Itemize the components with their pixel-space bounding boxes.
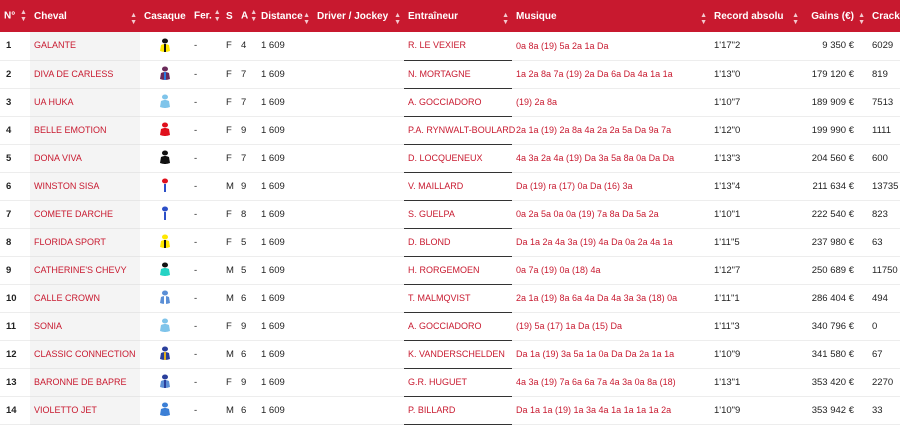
trainer-cell [404, 144, 512, 172]
shoes-cell: - [190, 396, 222, 424]
horse-link[interactable]: FLORIDA SPORT [34, 236, 106, 247]
jockey-silk-icon [159, 122, 171, 138]
horse-cell [30, 32, 140, 60]
col-gains-header[interactable]: Gains (€) ▲ ▼ [811, 10, 865, 26]
table-header-row [0, 0, 900, 32]
gains-cell: 222 540 € [802, 200, 868, 228]
sex-cell: M [222, 172, 237, 200]
sex-cell: M [222, 396, 237, 424]
jockey-silk-icon [159, 262, 171, 278]
silk-cell [140, 396, 190, 424]
record-cell: 1'17"2 [710, 32, 802, 60]
music-cell: Da 1a (19) 3a 5a 1a 0a Da Da 2a 1a 1a [512, 340, 710, 368]
trainer-cell [404, 284, 512, 312]
crack-cell: 63 [868, 228, 900, 256]
trainer-cell [404, 396, 512, 424]
trainer-cell [404, 88, 512, 116]
col-rank-header[interactable]: N° ▲ ▼ [4, 9, 27, 23]
driver-cell [313, 284, 404, 312]
record-cell: 1'11"3 [710, 312, 802, 340]
horse-cell [30, 284, 140, 312]
silk-cell [140, 172, 190, 200]
rank-cell: 2 [0, 60, 30, 88]
horse-link[interactable]: VIOLETTO JET [34, 404, 97, 415]
shoes-cell: - [190, 32, 222, 60]
driver-cell [313, 368, 404, 396]
crack-cell: 6029 [868, 32, 900, 60]
jockey-silk-icon [159, 290, 171, 306]
crack-cell: 13735 [868, 172, 900, 200]
horse-cell [30, 60, 140, 88]
age-cell: 4 [237, 32, 257, 60]
silk-cell [140, 340, 190, 368]
gains-cell: 9 350 € [802, 32, 868, 60]
sort-arrows-icon: ▲ ▼ [213, 9, 221, 23]
trainer-cell [404, 228, 512, 256]
shoes-cell: - [190, 60, 222, 88]
silk-cell [140, 312, 190, 340]
driver-cell [313, 340, 404, 368]
trainer-cell [404, 172, 512, 200]
horse-cell [30, 200, 140, 228]
sort-arrows-icon: ▲ ▼ [303, 12, 310, 26]
gains-cell: 204 560 € [802, 144, 868, 172]
gains-cell: 179 120 € [802, 60, 868, 88]
col-music-header[interactable]: Musique ▲ ▼ [516, 10, 707, 26]
sort-arrows-icon: ▲ ▼ [792, 12, 799, 26]
gains-cell: 237 980 € [802, 228, 868, 256]
trainer-link[interactable]: H. RORGEMOEN [408, 264, 480, 275]
horse-link[interactable]: WINSTON SISA [34, 180, 100, 191]
table-row[interactable] [0, 144, 900, 172]
rank-cell: 7 [0, 200, 30, 228]
trainer-link[interactable]: P. BILLARD [408, 404, 456, 415]
shoes-cell: - [190, 284, 222, 312]
age-cell: 6 [237, 396, 257, 424]
col-sex-header[interactable]: S [226, 10, 233, 22]
silk-cell [140, 284, 190, 312]
horse-cell [30, 116, 140, 144]
age-cell: 9 [237, 172, 257, 200]
horse-link[interactable]: GALANTE [34, 40, 77, 51]
table-row[interactable] [0, 284, 900, 312]
jockey-silk-icon [159, 346, 171, 362]
table-row[interactable] [0, 228, 900, 256]
trainer-cell [404, 368, 512, 396]
crack-cell: 7513 [868, 88, 900, 116]
table-row[interactable] [0, 340, 900, 368]
driver-cell [313, 172, 404, 200]
shoes-cell: - [190, 116, 222, 144]
shoes-cell: - [190, 228, 222, 256]
music-cell: 0a 8a (19) 5a 2a 1a Da [512, 32, 710, 60]
jockey-silk-icon [159, 206, 171, 222]
music-cell: 4a 3a (19) 7a 6a 6a 7a 4a 3a 0a 8a (18) [512, 368, 710, 396]
sort-arrows-icon: ▲ ▼ [858, 12, 865, 26]
table-row[interactable] [0, 60, 900, 88]
music-cell: 2a 1a (19) 8a 6a 4a Da 4a 3a 3a (18) 0a [512, 284, 710, 312]
horse-cell [30, 144, 140, 172]
col-age-header[interactable]: A ▲ ▼ [241, 9, 258, 23]
trainer-link[interactable]: N. MORTAGNE [408, 68, 471, 79]
sort-arrows-icon: ▲ ▼ [700, 12, 707, 26]
sort-arrows-icon: ▲ ▼ [394, 12, 401, 26]
rank-cell: 10 [0, 284, 30, 312]
trainer-link[interactable]: K. VANDERSCHELDEN [408, 348, 505, 359]
crack-cell: 494 [868, 284, 900, 312]
table-row[interactable] [0, 200, 900, 228]
crack-cell: 1111 [868, 116, 900, 144]
music-cell: (19) 5a (17) 1a Da (15) Da [512, 312, 710, 340]
col-shoes-header[interactable]: Fer. ▲ ▼ [194, 9, 221, 23]
driver-cell [313, 144, 404, 172]
rank-cell: 14 [0, 396, 30, 424]
rank-cell: 13 [0, 368, 30, 396]
age-cell: 9 [237, 368, 257, 396]
distance-cell: 1 609 [257, 340, 313, 368]
jockey-silk-icon [159, 402, 171, 418]
distance-cell: 1 609 [257, 228, 313, 256]
col-driver-header[interactable]: Driver / Jockey ▲ ▼ [317, 10, 401, 26]
horse-cell [30, 396, 140, 424]
sex-cell: F [222, 312, 237, 340]
table-row[interactable] [0, 172, 900, 200]
crack-cell: 600 [868, 144, 900, 172]
sex-cell: M [222, 256, 237, 284]
crack-cell: 0 [868, 312, 900, 340]
driver-cell [313, 256, 404, 284]
trainer-link[interactable]: G.R. HUGUET [408, 376, 468, 387]
driver-cell [313, 60, 404, 88]
age-cell: 8 [237, 200, 257, 228]
sort-arrows-icon: ▲ ▼ [20, 9, 27, 23]
sort-arrows-icon: ▲ ▼ [130, 12, 137, 26]
horse-cell [30, 88, 140, 116]
crack-cell: 33 [868, 396, 900, 424]
horse-cell [30, 368, 140, 396]
trainer-link[interactable]: A. GOCCIADORO [408, 96, 482, 107]
rank-cell: 8 [0, 228, 30, 256]
horse-link[interactable]: COMETE DARCHE [34, 208, 114, 219]
trainer-cell [404, 312, 512, 340]
jockey-silk-icon [159, 66, 171, 82]
shoes-cell: - [190, 340, 222, 368]
sex-cell: F [222, 32, 237, 60]
gains-cell: 341 580 € [802, 340, 868, 368]
driver-cell [313, 32, 404, 60]
trainer-link[interactable]: A. GOCCIADORO [408, 320, 482, 331]
driver-cell [313, 312, 404, 340]
gains-cell: 353 942 € [802, 396, 868, 424]
sex-cell: F [222, 144, 237, 172]
shoes-cell: - [190, 368, 222, 396]
sex-cell: F [222, 368, 237, 396]
music-cell: 1a 2a 8a 7a (19) 2a Da 6a Da 4a 1a 1a [512, 60, 710, 88]
rank-cell: 1 [0, 32, 30, 60]
horse-link[interactable]: CATHERINE'S CHEVY [34, 264, 127, 275]
horse-cell [30, 256, 140, 284]
crack-cell: 823 [868, 200, 900, 228]
jockey-silk-icon [159, 94, 171, 110]
sort-arrows-icon: ▲ ▼ [250, 9, 258, 23]
horse-link[interactable]: CALLE CROWN [34, 292, 101, 303]
trainer-link[interactable]: D. BLOND [408, 236, 451, 247]
distance-cell: 1 609 [257, 200, 313, 228]
horse-link[interactable]: CLASSIC CONNECTION [34, 348, 136, 359]
crack-cell: 11750 [868, 256, 900, 284]
trainer-link[interactable]: S. GUELPA [408, 208, 455, 219]
sex-cell: M [222, 340, 237, 368]
trainer-cell [404, 340, 512, 368]
jockey-silk-icon [159, 318, 171, 334]
col-silk-header: Casaque [144, 10, 186, 22]
shoes-cell: - [190, 88, 222, 116]
distance-cell: 1 609 [257, 284, 313, 312]
record-cell: 1'13"1 [710, 368, 802, 396]
table-row[interactable] [0, 368, 900, 396]
record-cell: 1'10"7 [710, 88, 802, 116]
col-trainer-header[interactable]: Entraîneur ▲ ▼ [408, 10, 509, 26]
crack-cell: 67 [868, 340, 900, 368]
silk-cell [140, 88, 190, 116]
trainer-cell [404, 32, 512, 60]
trainer-link[interactable]: D. LOCQUENEUX [408, 152, 483, 163]
col-distance-header[interactable]: Distance ▲ ▼ [261, 10, 310, 26]
table-row[interactable] [0, 312, 900, 340]
crack-cell: 2270 [868, 368, 900, 396]
silk-cell [140, 228, 190, 256]
trainer-link[interactable]: P.A. RYNWALT-BOULARD [408, 124, 516, 135]
rank-cell: 3 [0, 88, 30, 116]
shoes-cell: - [190, 144, 222, 172]
sex-cell: M [222, 284, 237, 312]
record-cell: 1'10"1 [710, 200, 802, 228]
horse-link[interactable]: SONIA [34, 320, 63, 331]
jockey-silk-icon [159, 150, 171, 166]
horse-cell [30, 312, 140, 340]
silk-cell [140, 368, 190, 396]
distance-cell: 1 609 [257, 116, 313, 144]
trainer-cell [404, 116, 516, 144]
trainer-link[interactable]: T. MALMQVIST [408, 292, 471, 303]
col-horse-header[interactable]: Cheval ▲ ▼ [34, 10, 137, 26]
horse-link[interactable]: DONA VIVA [34, 152, 82, 163]
record-cell: 1'10"9 [710, 396, 802, 424]
horse-link[interactable]: DIVA DE CARLESS [34, 68, 114, 79]
driver-cell [313, 200, 404, 228]
silk-cell [140, 116, 190, 144]
age-cell: 9 [237, 312, 257, 340]
record-cell: 1'13"4 [710, 172, 802, 200]
driver-cell [313, 396, 404, 424]
record-cell: 1'13"0 [710, 60, 802, 88]
music-cell: 0a 7a (19) 0a (18) 4a [512, 256, 710, 284]
horse-cell [30, 172, 140, 200]
rank-cell: 11 [0, 312, 30, 340]
distance-cell: 1 609 [257, 144, 313, 172]
record-cell: 1'12"0 [710, 116, 802, 144]
table-row[interactable] [0, 32, 900, 60]
driver-cell [313, 88, 404, 116]
age-cell: 7 [237, 144, 257, 172]
driver-cell [313, 116, 404, 144]
music-cell: (19) 2a 8a [512, 88, 710, 116]
jockey-silk-icon [159, 38, 171, 54]
shoes-cell: - [190, 172, 222, 200]
distance-cell: 1 609 [257, 32, 313, 60]
horse-link[interactable]: BARONNE DE BAPRE [34, 376, 127, 387]
driver-cell [313, 228, 404, 256]
age-cell: 7 [237, 60, 257, 88]
col-crack-header[interactable]: Crack S [872, 10, 909, 22]
distance-cell: 1 609 [257, 172, 313, 200]
shoes-cell: - [190, 200, 222, 228]
music-cell: Da 1a 1a (19) 1a 3a 4a 1a 1a 1a 1a 2a [512, 396, 710, 424]
age-cell: 6 [237, 340, 257, 368]
gains-cell: 199 990 € [802, 116, 868, 144]
age-cell: 5 [237, 228, 257, 256]
distance-cell: 1 609 [257, 312, 313, 340]
rank-cell: 5 [0, 144, 30, 172]
trainer-cell [404, 60, 512, 88]
sex-cell: F [222, 88, 237, 116]
silk-cell [140, 200, 190, 228]
crack-cell: 819 [868, 60, 900, 88]
music-cell: Da (19) ra (17) 0a Da (16) 3a [512, 172, 710, 200]
silk-cell [140, 32, 190, 60]
table-row[interactable] [0, 256, 900, 284]
sex-cell: F [222, 116, 237, 144]
silk-cell [140, 256, 190, 284]
record-cell: 1'13"3 [710, 144, 802, 172]
record-cell: 1'11"5 [710, 228, 802, 256]
music-cell: 4a 3a 2a 4a (19) Da 3a 5a 8a 0a Da Da [512, 144, 710, 172]
distance-cell: 1 609 [257, 256, 313, 284]
sex-cell: F [222, 228, 237, 256]
jockey-silk-icon [159, 234, 171, 250]
gains-cell: 286 404 € [802, 284, 868, 312]
age-cell: 6 [237, 284, 257, 312]
age-cell: 9 [237, 116, 257, 144]
distance-cell: 1 609 [257, 396, 313, 424]
distance-cell: 1 609 [257, 368, 313, 396]
sex-cell: F [222, 200, 237, 228]
table-body [0, 32, 900, 424]
record-cell: 1'10"9 [710, 340, 802, 368]
rank-cell: 9 [0, 256, 30, 284]
gains-cell: 250 689 € [802, 256, 868, 284]
distance-cell: 1 609 [257, 88, 313, 116]
sort-arrows-icon: ▲ ▼ [502, 12, 509, 26]
music-cell: 2a 1a (19) 2a 8a 4a 2a 2a 5a Da 9a 7a [512, 116, 710, 144]
age-cell: 5 [237, 256, 257, 284]
table-row[interactable] [0, 88, 900, 116]
record-cell: 1'11"1 [710, 284, 802, 312]
gains-cell: 211 634 € [802, 172, 868, 200]
gains-cell: 189 909 € [802, 88, 868, 116]
gains-cell: 340 796 € [802, 312, 868, 340]
trainer-link[interactable]: V. MAILLARD [408, 180, 464, 191]
distance-cell: 1 609 [257, 60, 313, 88]
record-cell: 1'12"7 [710, 256, 802, 284]
trainer-cell [404, 256, 512, 284]
rank-cell: 6 [0, 172, 30, 200]
col-record-header[interactable]: Record absolu ▲ ▼ [714, 10, 799, 26]
table-row[interactable] [0, 116, 900, 144]
table-row[interactable] [0, 396, 900, 424]
horse-link[interactable]: UA HUKA [34, 96, 74, 107]
age-cell: 7 [237, 88, 257, 116]
horse-cell [30, 340, 140, 368]
silk-cell [140, 60, 190, 88]
jockey-silk-icon [159, 178, 171, 194]
trainer-cell [404, 200, 512, 228]
gains-cell: 353 420 € [802, 368, 868, 396]
rank-cell: 4 [0, 116, 30, 144]
shoes-cell: - [190, 256, 222, 284]
music-cell: 0a 2a 5a 0a 0a (19) 7a 8a Da 5a 2a [512, 200, 710, 228]
horse-cell [30, 228, 140, 256]
sex-cell: F [222, 60, 237, 88]
shoes-cell: - [190, 312, 222, 340]
rank-cell: 12 [0, 340, 30, 368]
horse-link[interactable]: BELLE EMOTION [34, 124, 107, 135]
silk-cell [140, 144, 190, 172]
music-cell: Da 1a 2a 4a 3a (19) 4a Da 0a 2a 4a 1a [512, 228, 710, 256]
jockey-silk-icon [159, 374, 171, 390]
trainer-link[interactable]: R. LE VEXIER [408, 40, 467, 51]
